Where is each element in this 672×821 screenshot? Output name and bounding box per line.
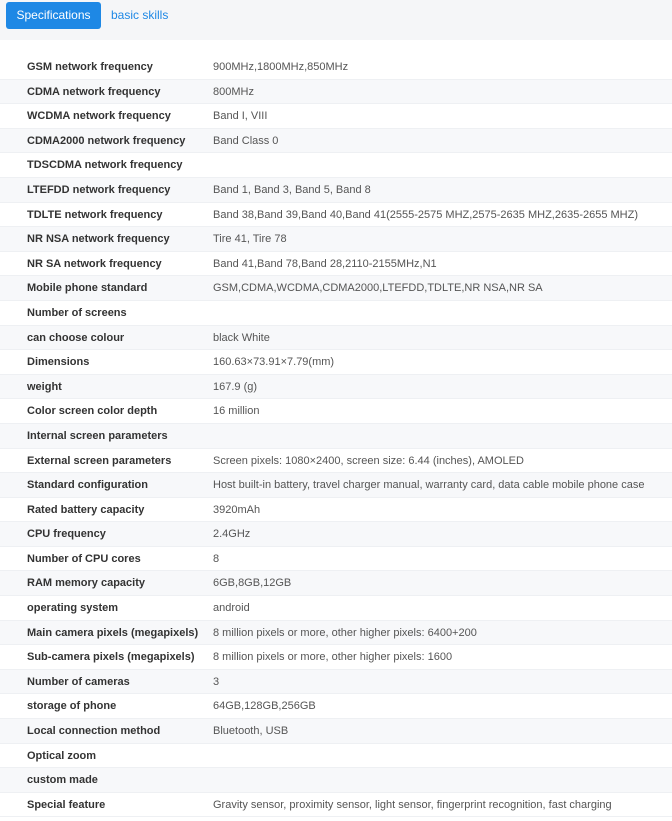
spec-row xyxy=(0,227,672,252)
spec-value: Band 41,Band 78,Band 28,2110-2155MHz,N1 xyxy=(213,257,437,270)
spec-value: 8 million pixels or more, other higher pixels: 1600 xyxy=(213,651,453,664)
tab-bar xyxy=(0,0,672,40)
spec-row xyxy=(0,571,672,596)
spec-value: 3920mAh xyxy=(213,503,261,516)
spec-label: Color screen color depth xyxy=(27,405,158,418)
spec-value: Gravity sensor, proximity sensor, light sensor, fingerprint recognition, fast charging xyxy=(213,798,612,811)
spec-row xyxy=(0,276,672,301)
spec-label: can choose colour xyxy=(27,331,125,344)
spec-row xyxy=(0,621,672,646)
spec-label: NR NSA network frequency xyxy=(27,233,170,246)
spec-row xyxy=(0,547,672,572)
spec-label: Main camera pixels (megapixels) xyxy=(27,626,199,639)
spec-value: Band I, VIII xyxy=(213,110,268,123)
spec-row xyxy=(0,522,672,547)
spec-label: storage of phone xyxy=(27,700,117,713)
spec-row xyxy=(0,326,672,351)
spec-row xyxy=(0,252,672,277)
spec-row xyxy=(0,719,672,744)
spec-label: Number of CPU cores xyxy=(27,552,141,565)
spec-label: Dimensions xyxy=(27,356,90,369)
spec-value: 3 xyxy=(213,675,220,688)
spec-row xyxy=(0,473,672,498)
spec-row xyxy=(0,449,672,474)
spec-row xyxy=(0,424,672,449)
spec-row xyxy=(0,350,672,375)
spec-value: 6GB,8GB,12GB xyxy=(213,577,292,590)
spec-row xyxy=(0,498,672,523)
spec-row xyxy=(0,129,672,154)
spec-label: Special feature xyxy=(27,798,106,811)
spec-label: Optical zoom xyxy=(27,749,97,762)
spec-label: TDSCDMA network frequency xyxy=(27,159,183,172)
spec-label: TDLTE network frequency xyxy=(27,208,163,221)
spec-row xyxy=(0,153,672,178)
spec-label: CDMA2000 network frequency xyxy=(27,134,186,147)
spec-row xyxy=(0,178,672,203)
spec-label: NR SA network frequency xyxy=(27,257,162,270)
spec-row xyxy=(0,744,672,769)
spec-label: Internal screen parameters xyxy=(27,429,168,442)
spec-row xyxy=(0,55,672,80)
spec-value: black White xyxy=(213,331,270,344)
tab-basic-skills[interactable]: basic skills xyxy=(111,8,169,22)
spec-row xyxy=(0,375,672,400)
spec-label: operating system xyxy=(27,602,119,615)
spec-value: 900MHz,1800MHz,850MHz xyxy=(213,61,349,73)
spec-value: Bluetooth, USB xyxy=(213,725,289,738)
spec-value: android xyxy=(213,602,250,615)
spec-row xyxy=(0,768,672,793)
spec-label: CDMA network frequency xyxy=(27,85,161,98)
spec-value: Band 1, Band 3, Band 5, Band 8 xyxy=(213,183,371,196)
spec-row xyxy=(0,80,672,105)
spec-label: LTEFDD network frequency xyxy=(27,183,171,196)
spec-row xyxy=(0,694,672,719)
spec-label: Local connection method xyxy=(27,725,161,738)
spec-value: Band Class 0 xyxy=(213,134,279,147)
spec-row xyxy=(0,670,672,695)
spec-row xyxy=(0,301,672,326)
tab-specifications[interactable]: Specifications xyxy=(6,2,101,29)
spec-row xyxy=(0,793,672,818)
spec-table xyxy=(0,55,672,817)
spec-value: 167.9 (g) xyxy=(213,380,258,393)
spec-value: Screen pixels: 1080×2400, screen size: 6.44 (inches), AMOLED xyxy=(213,454,524,467)
spec-value: 64GB,128GB,256GB xyxy=(213,700,316,713)
spec-label: WCDMA network frequency xyxy=(27,110,171,123)
spec-row xyxy=(0,399,672,424)
spec-value: Tire 41, Tire 78 xyxy=(213,233,287,246)
spec-label: GSM network frequency xyxy=(27,61,153,73)
spec-label: Number of cameras xyxy=(27,675,130,688)
spec-value: 8 million pixels or more, other higher pixels: 6400+200 xyxy=(213,626,477,639)
spec-value: 8 xyxy=(213,552,220,565)
spec-row xyxy=(0,645,672,670)
spec-row xyxy=(0,104,672,129)
spec-row xyxy=(0,596,672,621)
spec-label: Mobile phone standard xyxy=(27,282,148,295)
spec-value: GSM,CDMA,WCDMA,CDMA2000,LTEFDD,TDLTE,NR NSA,NR SA xyxy=(213,282,543,295)
spec-value: Host built-in battery, travel charger manual, warranty card, data cable mobile phone case xyxy=(213,479,645,492)
spec-label: RAM memory capacity xyxy=(27,577,145,590)
spec-label: weight xyxy=(27,380,62,393)
spec-label: External screen parameters xyxy=(27,454,172,467)
spec-row xyxy=(0,203,672,228)
spec-value: 160.63×73.91×7.79(mm) xyxy=(213,356,335,369)
spec-label: CPU frequency xyxy=(27,528,106,541)
spec-value: 800MHz xyxy=(213,85,254,98)
spec-label: Standard configuration xyxy=(27,479,148,492)
spec-value: Band 38,Band 39,Band 40,Band 41(2555-2575 MHZ,2575-2635 MHZ,2635-2655 MHZ) xyxy=(213,208,638,221)
spec-label: custom made xyxy=(27,774,98,787)
spec-value: 2.4GHz xyxy=(213,528,251,541)
spec-label: Sub-camera pixels (megapixels) xyxy=(27,651,195,664)
spec-label: Rated battery capacity xyxy=(27,503,145,516)
spec-label: Number of screens xyxy=(27,306,127,319)
spec-value: 16 million xyxy=(213,405,260,418)
